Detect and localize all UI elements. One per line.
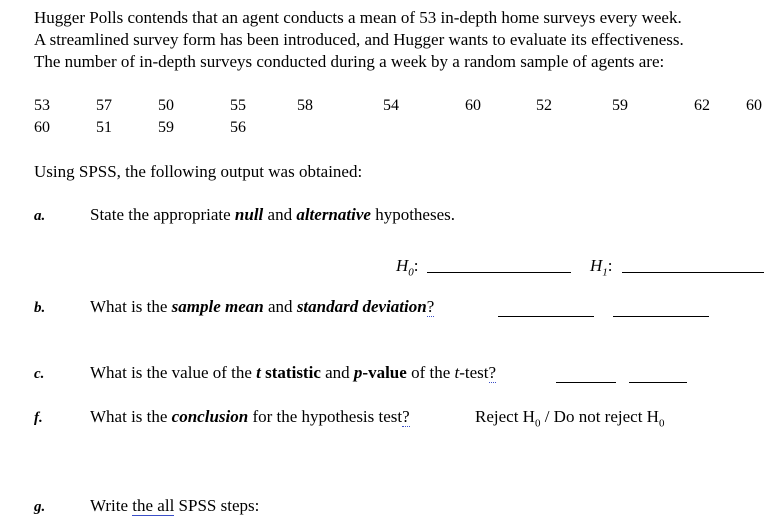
- question-c-text: What is the value of the t statistic and p-value of the t-test?: [90, 363, 497, 382]
- data-value: 62: [694, 97, 710, 114]
- intro-line-3: The number of in-depth surveys conducted during a week by a random sample of agents are:: [34, 52, 665, 71]
- underlined-phrase: the all: [132, 496, 175, 515]
- question-a-text: State the appropriate null and alternative hypotheses.: [90, 205, 455, 224]
- question-label-a: a.: [34, 208, 46, 224]
- question-f-text: What is the conclusion for the hypothesis test?: [90, 407, 410, 426]
- data-value: 57: [96, 97, 112, 114]
- question-g-text: Write the all SPSS steps:: [90, 496, 260, 515]
- h0-label: $H_0$:: [396, 256, 419, 279]
- question-label-b: b.: [34, 300, 46, 316]
- data-value: 60: [465, 97, 481, 114]
- h1-label: $H_1$:: [590, 256, 613, 279]
- question-label-g: g.: [34, 499, 46, 515]
- h0-answer-line[interactable]: [427, 272, 571, 273]
- data-value: 56: [230, 119, 246, 136]
- p-value-answer-line[interactable]: [629, 382, 687, 383]
- data-value: 58: [297, 97, 313, 114]
- question-b-text: What is the sample mean and standard deviation?: [90, 297, 435, 316]
- data-value: 50: [158, 97, 174, 114]
- data-value: 55: [230, 97, 246, 114]
- data-value: 53: [34, 97, 50, 114]
- intro-line-1: Hugger Polls contends that an agent conducts a mean of 53 in-depth home surveys every week.: [34, 8, 682, 27]
- intro-line-2: A streamlined survey form has been introduced, and Hugger wants to evaluate its effectiveness.: [34, 30, 684, 49]
- spss-note: Using SPSS, the following output was obtained:: [34, 162, 363, 181]
- data-value: 60: [34, 119, 50, 136]
- conclusion-options[interactable]: Reject $H_0$ / Do not reject $H_0$: [475, 407, 665, 430]
- h1-answer-line[interactable]: [622, 272, 764, 273]
- data-value: 59: [612, 97, 628, 114]
- data-value: 60: [746, 97, 762, 114]
- data-value: 59: [158, 119, 174, 136]
- data-value: 54: [383, 97, 399, 114]
- t-statistic-answer-line[interactable]: [556, 382, 616, 383]
- data-value: 52: [536, 97, 552, 114]
- std-dev-answer-line[interactable]: [613, 316, 709, 317]
- question-label-f: f.: [34, 410, 43, 426]
- sample-mean-answer-line[interactable]: [498, 316, 594, 317]
- question-label-c: c.: [34, 366, 45, 382]
- data-value: 51: [96, 119, 112, 136]
